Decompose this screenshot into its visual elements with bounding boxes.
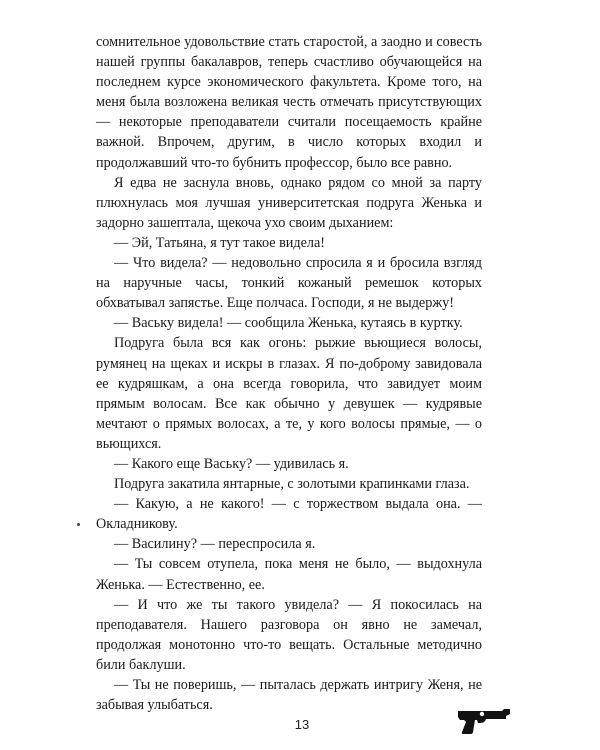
- page-number: 13: [294, 717, 310, 732]
- paragraph: — Что видела? — недовольно спросила я и бросила взгляд на наручные часы, тонкий кожаный ремешок которых обхватывал запястье. Еще полчаса. Господи, я не выдержу!: [96, 255, 482, 312]
- paragraph: — Какую, а не какого! — с торжеством выдала она. — Окладникову.: [96, 496, 482, 533]
- paragraph: сомнительное удовольствие стать старостой, а заодно и совесть нашей группы бакалавров, теперь счастливо обучающейся на последнем курсе экономического факультета. Кроме того, на меня была возложена великая честь отмечать присутствующих — некоторые преподаватели считали посещаемость крайне важной. Впрочем, другим, в число которых входил и продолжавший что-то бубнить профессор, было все равно.: [96, 34, 482, 171]
- paragraph: — Какого еще Ваську? — удивилась я.: [114, 455, 349, 472]
- paragraph: Подруга закатила янтарные, с золотыми крапинками глаза.: [114, 476, 470, 493]
- paragraph: — Эй, Татьяна, я тут такое видела!: [114, 234, 325, 251]
- margin-speck: [77, 523, 80, 526]
- paragraph: Я едва не заснула вновь, однако рядом со мной за парту плюхнулась моя лучшая университетская подруга Женька и задорно зашептала, щекоча ухо своим дыханием:: [96, 174, 482, 231]
- paragraph: Подруга была вся как огонь: рыжие вьющиеся волосы, румянец на щеках и искры в глазах. Я по-доброму завидовала ее кудряшкам, а она всегда говорила, что завидует моим прямым волосам. Все как обычно у девушек — кудрявые мечтают о прямых волосах, а те, у кого волосы прямые, — о вьющихся.: [96, 335, 482, 452]
- revolver-icon: [456, 708, 512, 734]
- text-column: [96, 32, 482, 715]
- paragraph: — Василину? — переспросила я.: [114, 536, 316, 553]
- paragraph: — Ты совсем отупела, пока меня не было, — выдохнула Женька. — Естественно, ее.: [96, 556, 482, 593]
- paragraph: — Ты не поверишь, — пыталась держать интригу Женя, не забывая улыбаться.: [96, 677, 482, 714]
- paragraph: — Ваську видела! — сообщила Женька, кутаясь в куртку.: [114, 315, 463, 332]
- paragraph: — И что же ты такого увидела? — Я покосилась на преподавателя. Нашего разговора он явно не замечал, продолжая монотонно что-то вещать. Остальные методично били баклуши.: [96, 596, 482, 673]
